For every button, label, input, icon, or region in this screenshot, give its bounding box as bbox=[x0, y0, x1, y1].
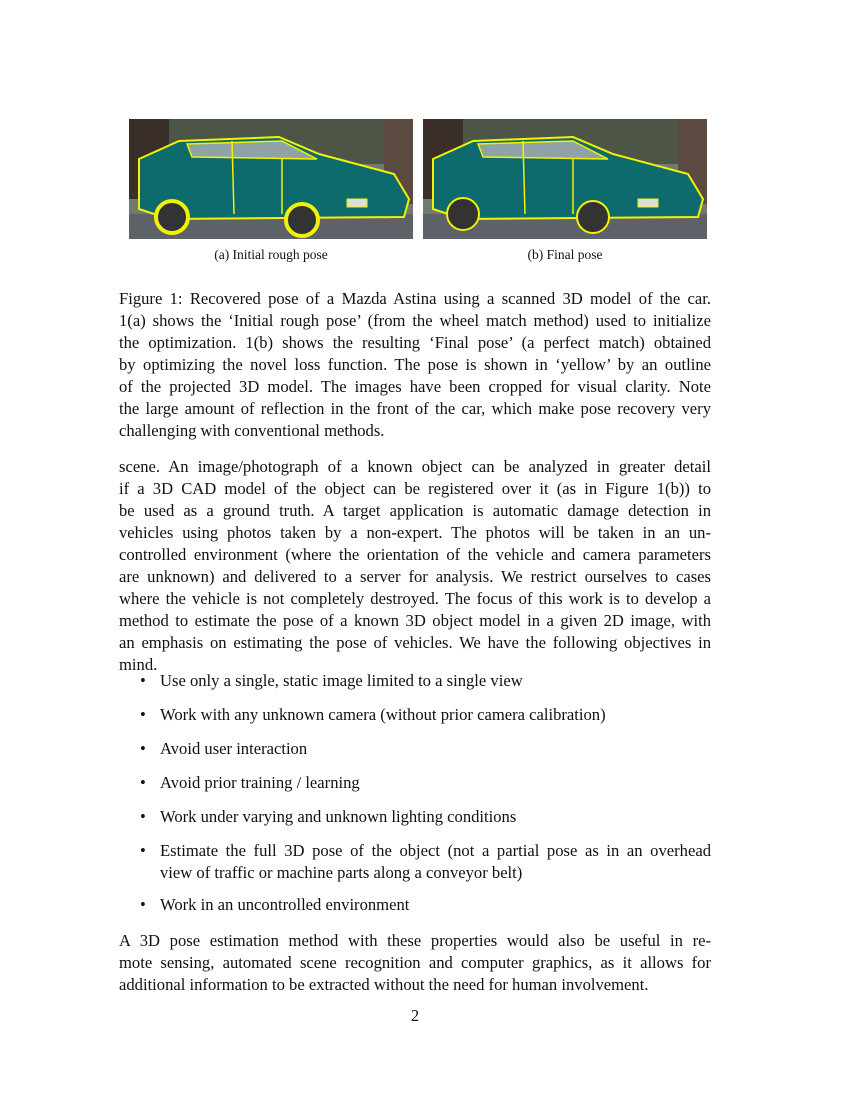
bullet-item-text: view of traffic or machine parts along a conveyor belt) bbox=[160, 863, 523, 882]
bullet-item-text: Estimate the full 3D pose of the object (not a partial pose as in an overhead bbox=[160, 841, 711, 860]
bullet-item-text: Work under varying and unknown lighting conditions bbox=[160, 807, 517, 826]
paragraph-line: if a 3D CAD model of the object can be registered over it (as in Figure 1(b)) to bbox=[119, 479, 711, 498]
subcaption-b: (b) Final pose bbox=[527, 247, 603, 262]
paragraph-line: an emphasis on estimating the pose of vehicles. We have the following objectives in bbox=[119, 633, 711, 652]
caption-line: of the projected 3D model. The images have been cropped for visual clarity. Note bbox=[119, 377, 711, 396]
paragraph-line: mote sensing, automated scene recognition and computer graphics, as it allows for bbox=[119, 953, 711, 972]
figure-image-final-pose bbox=[423, 119, 707, 239]
caption-line: Figure 1: Recovered pose of a Mazda Astina using a scanned 3D model of the car. bbox=[119, 289, 711, 308]
paragraph-line: A 3D pose estimation method with these properties would also be useful in re- bbox=[119, 931, 711, 950]
bullet-icon: • bbox=[140, 773, 146, 792]
caption-line: challenging with conventional methods. bbox=[119, 421, 385, 440]
bullet-icon: • bbox=[140, 739, 146, 758]
paragraph-line: method to estimate the pose of a known 3D object model in a given 2D image, with bbox=[119, 611, 711, 630]
caption-line: by optimizing the novel loss function. The pose is shown in ‘yellow’ by an outline bbox=[119, 355, 711, 374]
figure-image-initial-pose bbox=[129, 119, 413, 239]
bullet-item-text: Avoid user interaction bbox=[160, 739, 308, 758]
bullet-icon: • bbox=[140, 807, 146, 826]
page-number: 2 bbox=[410, 1006, 420, 1025]
paragraph-line: where the vehicle is not completely destroyed. The focus of this work is to develop a bbox=[119, 589, 711, 608]
paragraph-line: mind. bbox=[119, 655, 158, 674]
subcaption-a: (a) Initial rough pose bbox=[214, 247, 328, 262]
paragraph-line: vehicles using photos taken by a non-expert. The photos will be taken in an un- bbox=[119, 523, 711, 542]
bullet-icon: • bbox=[140, 705, 146, 724]
caption-line: 1(a) shows the ‘Initial rough pose’ (from the wheel match method) used to initialize bbox=[119, 311, 711, 330]
bullet-item-text: Work in an uncontrolled environment bbox=[160, 895, 410, 914]
bullet-icon: • bbox=[140, 841, 146, 860]
bullet-item-text: Avoid prior training / learning bbox=[160, 773, 360, 792]
paragraph-line: controlled environment (where the orientation of the vehicle and camera parameters bbox=[119, 545, 711, 564]
paragraph-line: scene. An image/photograph of a known object can be analyzed in greater detail bbox=[119, 457, 711, 476]
paragraph-line: are unknown) and delivered to a server for analysis. We restrict ourselves to cases bbox=[119, 567, 711, 586]
bullet-item-text: Use only a single, static image limited to a single view bbox=[160, 671, 523, 690]
bullet-icon: • bbox=[140, 895, 146, 914]
caption-line: the optimization. 1(b) shows the resulting ‘Final pose’ (a perfect match) obtained bbox=[119, 333, 711, 352]
caption-line: the large amount of reflection in the front of the car, which make pose recovery very bbox=[119, 399, 711, 418]
bullet-item-text: Work with any unknown camera (without prior camera calibration) bbox=[160, 705, 606, 724]
bullet-icon: • bbox=[140, 671, 146, 690]
paragraph-line: be used as a ground truth. A target application is automatic damage detection in bbox=[119, 501, 711, 520]
paragraph-line: additional information to be extracted without the need for human involvement. bbox=[119, 975, 649, 994]
